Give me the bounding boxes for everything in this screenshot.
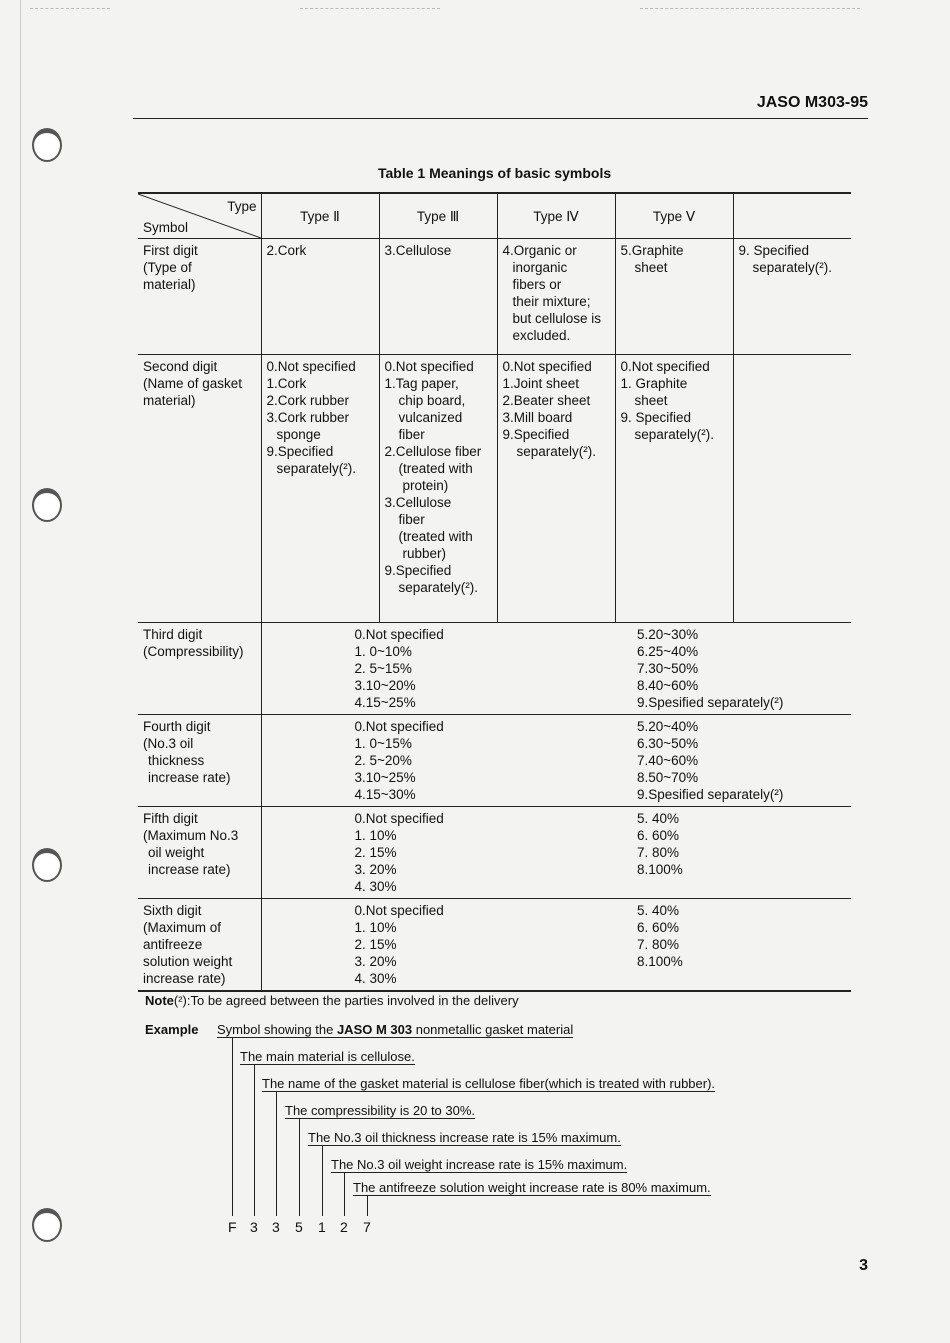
col-header-type5: Type Ⅴ: [615, 193, 733, 239]
example-line-2: The name of the gasket material is cellulose fiber(which is treated with rubber).: [262, 1076, 716, 1091]
example-intro: [217, 1022, 573, 1038]
label-line: Second digit: [143, 359, 218, 374]
row-fourth-digit: [138, 715, 851, 807]
cell-type3: [379, 355, 497, 623]
cell-line: 1. Graphite: [620, 376, 688, 391]
cell-line: separately(²).: [752, 260, 833, 275]
intro-text: nonmetallic gasket material: [412, 1022, 574, 1037]
cell-type2: [261, 355, 379, 623]
label-line: Fifth digit: [143, 811, 198, 826]
value-line: 5.20~30%: [637, 627, 699, 642]
row-label: [138, 899, 261, 992]
symbols-table: [138, 192, 851, 992]
label-line: oil weight: [148, 845, 205, 860]
values-left: [261, 715, 615, 807]
header-rule: [133, 118, 868, 119]
cell-line: but cellulose is: [512, 311, 602, 326]
values-left: [261, 899, 615, 992]
label-line: (Name of gasket: [143, 376, 243, 391]
punch-hole: [32, 488, 62, 522]
corner-symbol-label: Symbol: [143, 220, 189, 235]
cell-line: 3.Cellulose: [384, 495, 452, 510]
cell-line: excluded.: [512, 328, 571, 343]
cell-line: 9.Specified: [266, 444, 334, 459]
connector-line: [344, 1173, 345, 1216]
cell-line: vulcanized: [398, 410, 463, 425]
corner-type-label: Type: [227, 199, 257, 214]
label-line: Third digit: [143, 627, 203, 642]
cell-line: sponge: [276, 427, 321, 442]
values-right: [615, 899, 851, 992]
punch-hole: [32, 848, 62, 882]
value-line: 5.20~40%: [637, 719, 699, 734]
value-line: 9.Spesified separately(²): [637, 695, 784, 710]
note-prefix: Note: [145, 993, 174, 1008]
label-line: Sixth digit: [143, 903, 202, 918]
page-margin-line: [20, 0, 21, 1343]
value-line: 2. 15%: [354, 937, 397, 952]
connector-line: [254, 1065, 255, 1216]
cell-line: 1.Cork: [266, 376, 307, 391]
connector-line: [299, 1119, 300, 1216]
col-header-other: [733, 193, 851, 239]
cell-line: 2.Beater sheet: [502, 393, 591, 408]
label-line: thickness: [148, 753, 205, 768]
cell-line: 9. Specified: [738, 243, 810, 258]
row-second-digit: [138, 355, 851, 623]
footnote: [145, 993, 519, 1008]
cell-line: separately(²).: [276, 461, 357, 476]
cell-line: inorganic: [512, 260, 568, 275]
cell-line: 2.Cellulose fiber: [384, 444, 482, 459]
value-line: 6. 60%: [637, 920, 680, 935]
values-left: [261, 623, 615, 715]
value-line: 4. 30%: [354, 879, 397, 894]
row-fifth-digit: [138, 807, 851, 899]
cell-line: 1.Joint sheet: [502, 376, 580, 391]
cell-type3: [379, 239, 497, 355]
intro-standard: JASO M 303: [336, 1022, 413, 1037]
row-label: [138, 715, 261, 807]
value-line: 1. 10%: [354, 828, 397, 843]
punch-hole: [32, 128, 62, 162]
row-third-digit: [138, 623, 851, 715]
col-header-type3: Type Ⅲ: [379, 193, 497, 239]
table-title: Table 1 Meanings of basic symbols: [378, 165, 612, 181]
value-line: 0.Not specified: [354, 811, 444, 826]
value-line: 9.Spesified separately(²): [637, 787, 784, 802]
cell-type5: [615, 239, 733, 355]
cell-line: 9. Specified: [620, 410, 692, 425]
cell-line: 2.Cork: [266, 243, 307, 258]
value-line: 2. 15%: [354, 845, 397, 860]
example-line-5: The No.3 oil weight increase rate is 15% maximum.: [331, 1157, 628, 1172]
value-line: 6.25~40%: [637, 644, 699, 659]
cell-line: 0.Not specified: [266, 359, 356, 374]
example-line-1: The main material is cellulose.: [240, 1049, 415, 1064]
label-line: (Compressibility): [143, 644, 244, 659]
cell-line: their mixture;: [512, 294, 591, 309]
corner-cell: [138, 193, 261, 239]
cell-line: fiber: [398, 427, 425, 442]
code-char: 1: [318, 1219, 326, 1235]
cell-line: protein): [402, 478, 449, 493]
cell-line: chip board,: [398, 393, 466, 408]
code-char: 3: [250, 1219, 258, 1235]
cell-line: fibers or: [512, 277, 562, 292]
label-line: Fourth digit: [143, 719, 211, 734]
value-line: 3.10~25%: [354, 770, 416, 785]
cell-other: [733, 239, 851, 355]
cell-line: fiber: [398, 512, 425, 527]
cell-line: 0.Not specified: [384, 359, 474, 374]
values-right: [615, 807, 851, 899]
label-line: (Maximum No.3: [143, 828, 239, 843]
cell-line: (treated with: [398, 461, 473, 476]
example-line-3: The compressibility is 20 to 30%.: [285, 1103, 476, 1118]
value-line: 8.40~60%: [637, 678, 699, 693]
row-label: [138, 807, 261, 899]
cell-line: separately(²).: [516, 444, 597, 459]
values-left: [261, 807, 615, 899]
scan-artifact: [300, 8, 440, 9]
connector-line: [322, 1146, 323, 1216]
cell-type2: [261, 239, 379, 355]
scan-artifact: [30, 8, 110, 9]
table-header-row: [138, 193, 851, 239]
cell-line: 0.Not specified: [620, 359, 710, 374]
value-line: 1. 10%: [354, 920, 397, 935]
cell-line: 4.Organic or: [502, 243, 577, 258]
row-first-digit: [138, 239, 851, 355]
value-line: 8.50~70%: [637, 770, 699, 785]
value-line: 4.15~25%: [354, 695, 416, 710]
scan-artifact: [640, 8, 860, 9]
value-line: 1. 0~10%: [354, 644, 412, 659]
value-line: 2. 5~20%: [354, 753, 412, 768]
connector-line: [367, 1196, 368, 1216]
value-line: 5. 40%: [637, 811, 680, 826]
example-line-6: The antifreeze solution weight increase rate is 80% maximum.: [353, 1180, 711, 1195]
cell-line: 3.Cellulose: [384, 243, 452, 258]
value-line: 5. 40%: [637, 903, 680, 918]
punch-hole: [32, 1208, 62, 1242]
row-sixth-digit: [138, 899, 851, 992]
cell-line: 3.Cork rubber: [266, 410, 350, 425]
value-line: 8.100%: [637, 862, 683, 877]
value-line: 3. 20%: [354, 862, 397, 877]
cell-line: 0.Not specified: [502, 359, 592, 374]
page-number: 3: [859, 1257, 868, 1274]
value-line: 6. 60%: [637, 828, 680, 843]
cell-line: 1.Tag paper,: [384, 376, 459, 391]
label-line: (Type of: [143, 260, 192, 275]
cell-line: 3.Mill board: [502, 410, 573, 425]
value-line: 4. 30%: [354, 971, 397, 986]
row-label: [138, 239, 261, 355]
row-label: [138, 623, 261, 715]
note-text: (²):To be agreed between the parties involved in the delivery: [173, 993, 519, 1008]
values-right: [615, 715, 851, 807]
code-char: 5: [295, 1219, 303, 1235]
cell-type4: [497, 239, 615, 355]
cell-line: sheet: [634, 260, 668, 275]
value-line: 0.Not specified: [354, 719, 444, 734]
connector-line: [276, 1092, 277, 1216]
cell-line: (treated with: [398, 529, 473, 544]
label-line: antifreeze: [143, 937, 203, 952]
label-line: (Maximum of: [143, 920, 222, 935]
row-label: [138, 355, 261, 623]
code-char: 7: [363, 1219, 371, 1235]
code-char: F: [228, 1219, 237, 1235]
cell-line: 2.Cork rubber: [266, 393, 350, 408]
value-line: 3.10~20%: [354, 678, 416, 693]
label-line: First digit: [143, 243, 198, 258]
example-line-4: The No.3 oil thickness increase rate is 15% maximum.: [308, 1130, 621, 1145]
value-line: 7.40~60%: [637, 753, 699, 768]
code-char: 3: [272, 1219, 280, 1235]
value-line: 2. 5~15%: [354, 661, 412, 676]
value-line: 3. 20%: [354, 954, 397, 969]
col-header-type4: Type Ⅳ: [497, 193, 615, 239]
example-label: Example: [145, 1022, 199, 1037]
cell-other: [733, 355, 851, 623]
cell-type4: [497, 355, 615, 623]
cell-type5: [615, 355, 733, 623]
label-line: material): [143, 393, 196, 408]
cell-line: 9.Specified: [384, 563, 452, 578]
col-header-type2: Type Ⅱ: [261, 193, 379, 239]
cell-line: sheet: [634, 393, 668, 408]
label-line: material): [143, 277, 196, 292]
cell-line: 5.Graphite: [620, 243, 684, 258]
value-line: 6.30~50%: [637, 736, 699, 751]
value-line: 1. 0~15%: [354, 736, 412, 751]
value-line: 0.Not specified: [354, 903, 444, 918]
label-line: solution weight: [143, 954, 233, 969]
value-line: 7.30~50%: [637, 661, 699, 676]
connector-line: [232, 1038, 233, 1216]
value-line: 7. 80%: [637, 937, 680, 952]
cell-line: separately(²).: [634, 427, 715, 442]
cell-line: rubber): [402, 546, 447, 561]
label-line: (No.3 oil: [143, 736, 194, 751]
label-line: increase rate): [148, 770, 231, 785]
value-line: 4.15~30%: [354, 787, 416, 802]
cell-line: separately(²).: [398, 580, 479, 595]
example-heading: [145, 1022, 198, 1037]
value-line: 7. 80%: [637, 845, 680, 860]
values-right: [615, 623, 851, 715]
cell-line: 9.Specified: [502, 427, 570, 442]
document-code: JASO M303-95: [756, 94, 868, 111]
value-line: 8.100%: [637, 954, 683, 969]
value-line: 0.Not specified: [354, 627, 444, 642]
label-line: increase rate): [148, 862, 231, 877]
intro-text: Symbol showing the: [217, 1022, 337, 1037]
code-char: 2: [340, 1219, 348, 1235]
label-line: increase rate): [143, 971, 226, 986]
